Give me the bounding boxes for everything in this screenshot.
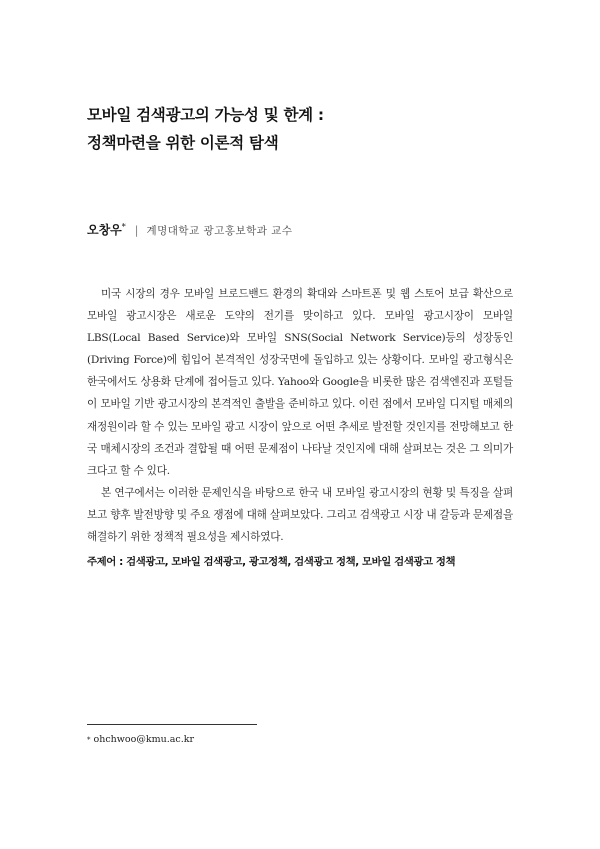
footnote (87, 734, 194, 745)
footnote-email[interactable]: ohchwoo@kmu.ac.kr (93, 734, 195, 745)
abstract (87, 283, 513, 548)
author-line (87, 221, 293, 238)
abstract-paragraph-2: 본 연구에서는 이러한 문제인식을 바탕으로 한국 내 모바일 광고시장의 현황 및 특징을 살펴보고 향후 발전방향 및 주요 쟁점에 대해 살펴보았다. 그리고 검색광고 시장 내 갈등과 문제점을 해결하기 위한 정책적 필요성을 제시하였다. (87, 486, 513, 544)
author-separator: | (134, 224, 139, 237)
author-name: 오창우 (87, 223, 122, 237)
abstract-paragraph-1: 미국 시장의 경우 모바일 브로드밴드 환경의 확대와 스마트폰 및 웹 스토어 보급 확산으로 모바일 광고시장은 새로운 도약의 전기를 맞이하고 있다. 모바일 광고시장이 모바일 LBS(Local Based Service)와 모바일 SNS(Social Network Service)등의 성장동인(Driving Force)에 힘입어 본격적인 성장국면에 돌입하고 있는 상황이다. 모바일 광고형식은 한국에서도 상용화 단계에 접어들고 있다. Yahoo와 Google을 비롯한 많은 검색엔진과 포털들이 모바일 기반 광고시장의 본격적인 출발을 준비하고 있다. 이런 점에서 모바일 디지털 매체의 재정원이라 할 수 있는 모바일 광고 시장이 앞으로 어떤 추세로 발전할 것인지를 전망해보고 한국 매체시장의 조건과 결합될 때 어떤 문제점이 나타날 것인지에 대해 살펴보는 것은 그 의미가 크다고 할 수 있다. (87, 288, 513, 477)
author-footnote-mark: * (121, 222, 126, 232)
keywords: 주제어 : 검색광고, 모바일 검색광고, 광고정책, 검색광고 정책, 모바일 검색광고 정책 (87, 556, 456, 568)
paper-title (87, 101, 527, 157)
title-line-2: 정책마련을 위한 이론적 탐색 (87, 134, 279, 152)
title-line-1: 모바일 검색광고의 가능성 및 한계 : (87, 106, 324, 124)
author-affiliation: 계명대학교 광고홍보학과 교수 (146, 225, 293, 237)
footnote-divider (87, 724, 257, 725)
footnote-mark: * (87, 736, 91, 744)
